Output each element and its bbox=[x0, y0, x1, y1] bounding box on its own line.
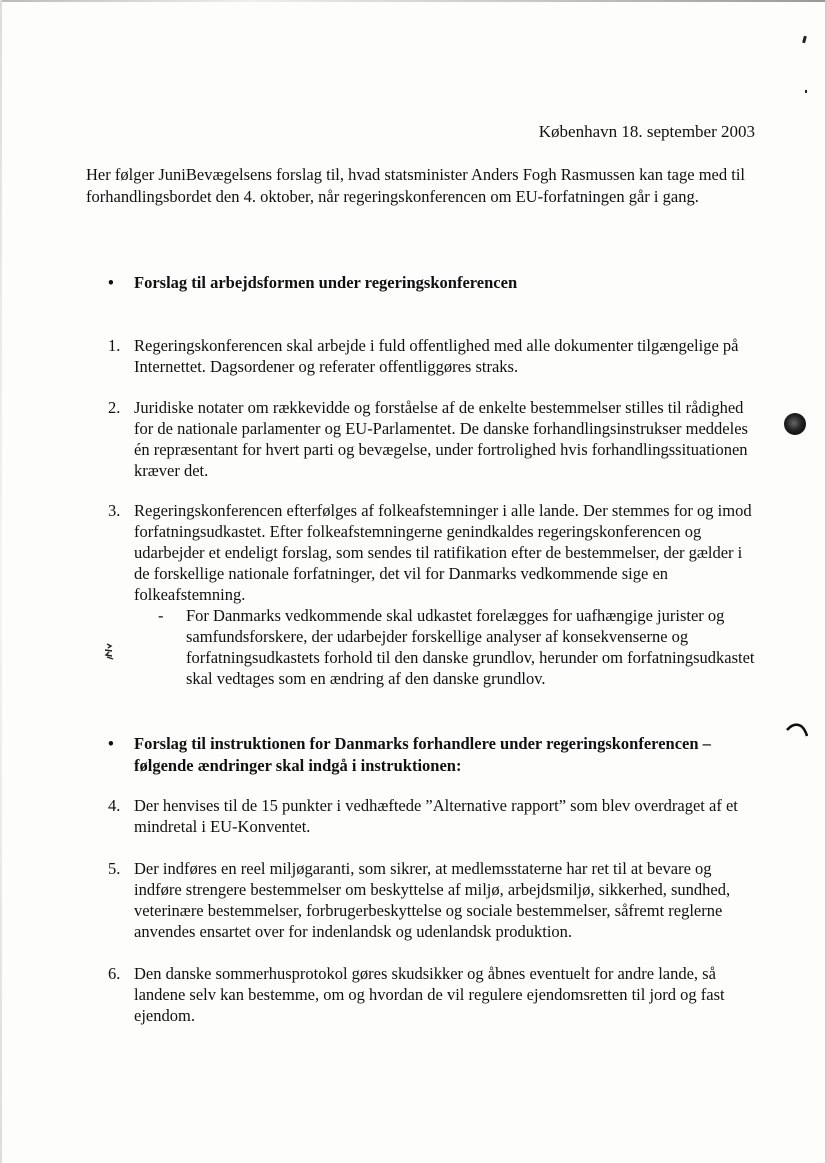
item-number: 1. bbox=[108, 336, 121, 355]
bullet-icon: • bbox=[108, 734, 114, 753]
list-item-5 bbox=[108, 858, 758, 942]
section-heading-text: Forslag til arbejdsformen under regeringskonferencen bbox=[134, 273, 518, 292]
subitem-text: For Danmarks vedkommende skal udkastet forelægges for uafhængige jurister og samfundsforskere, der udarbejder forskellige analyser af konsekvenserne og forfatningsudkastets forhold til den danske grundlov, herunder om forfatningsudkastet skal vedtages som en ændring af den danske grundlov. bbox=[186, 606, 755, 688]
list-item-2 bbox=[108, 397, 758, 481]
item-text: Regeringskonferencen efterfølges af folkeafstemninger i alle lande. Der stemmes for og imod forfatningsudkastet. Efter folkeafstemningerne genindkaldes regeringskonferencen og udarbejder et endeligt forslag, som sendes til ratifikation efter de bestemmelser, der gælder i de forskellige nationale forfatninger, det vil for Danmarks vedkommende sige en folkeafstemning. bbox=[134, 501, 752, 604]
section-heading-instructions bbox=[108, 733, 758, 777]
item-text: Regeringskonferencen skal arbejde i fuld offentlighed med alle dokumenter tilgængelige på Internettet. Dagsordener og referater offentliggøres straks. bbox=[134, 336, 739, 376]
scribble-mark-icon bbox=[103, 642, 117, 660]
item-number: 4. bbox=[108, 796, 121, 815]
item-number: 2. bbox=[108, 398, 121, 417]
page-left-edge bbox=[0, 0, 2, 1163]
scan-speck bbox=[802, 36, 807, 44]
item-number: 5. bbox=[108, 859, 121, 878]
punch-hole-icon bbox=[784, 413, 806, 435]
item-text: Der indføres en reel miljøgaranti, som sikrer, at medlemsstaterne har ret til at bevare og indføre strengere bestemmelser om beskyttelse af miljø, arbejdsmiljø, sikkerhed, sundhed, veterinære bestemmelser, forbrugerbeskyttelse og sociale bestemmelser, såfremt reglerne anvendes ensartet over for indenlandsk og udenlandsk produktion. bbox=[134, 859, 731, 941]
list-item-6 bbox=[108, 963, 758, 1026]
dash-marker: - bbox=[158, 606, 164, 625]
intro-paragraph: Her følger JuniBevægelsens forslag til, hvad statsminister Anders Fogh Rasmussen kan tage med til forhandlingsbordet den 4. oktober, når regeringskonferencen om EU-forfatningen går i gang. bbox=[86, 165, 745, 206]
list-subitem-3a bbox=[158, 605, 758, 689]
item-text: Der henvises til de 15 punkter i vedhæftede ”Alternative rapport” som blev overdraget af et mindretal i EU-Konventet. bbox=[134, 796, 738, 836]
item-text: Den danske sommerhusprotokol gøres skudsikker og åbnes eventuelt for andre lande, så landene selv kan bestemme, om og hvordan de vil regulere ejendomsretten til jord og fast ejendom. bbox=[134, 964, 725, 1025]
list-item-3 bbox=[108, 500, 758, 605]
item-number: 3. bbox=[108, 501, 121, 520]
item-text: Juridiske notater om rækkevidde og forståelse af de enkelte bestemmelser stilles til rådighed for de nationale parlamenter og EU-Parlamentet. De danske forhandlingsinstrukser meddeles én repræsentant for hvert parti og bevægelse, under fortrolighed hvis forhandlingssituationen kræver det. bbox=[134, 398, 748, 480]
date-line: København 18. september 2003 bbox=[538, 122, 755, 141]
margin-arc-mark-icon bbox=[786, 722, 808, 738]
section-heading-work-form bbox=[108, 272, 758, 294]
list-item-1 bbox=[108, 335, 758, 377]
section-heading-text: Forslag til instruktionen for Danmarks forhandlere under regeringskonferencen – følgende ændringer skal indgå i instruktionen: bbox=[134, 734, 711, 775]
scan-speck bbox=[805, 90, 807, 93]
list-item-4 bbox=[108, 795, 758, 837]
item-number: 6. bbox=[108, 964, 121, 983]
page-top-edge bbox=[0, 0, 827, 2]
bullet-icon: • bbox=[108, 273, 114, 292]
